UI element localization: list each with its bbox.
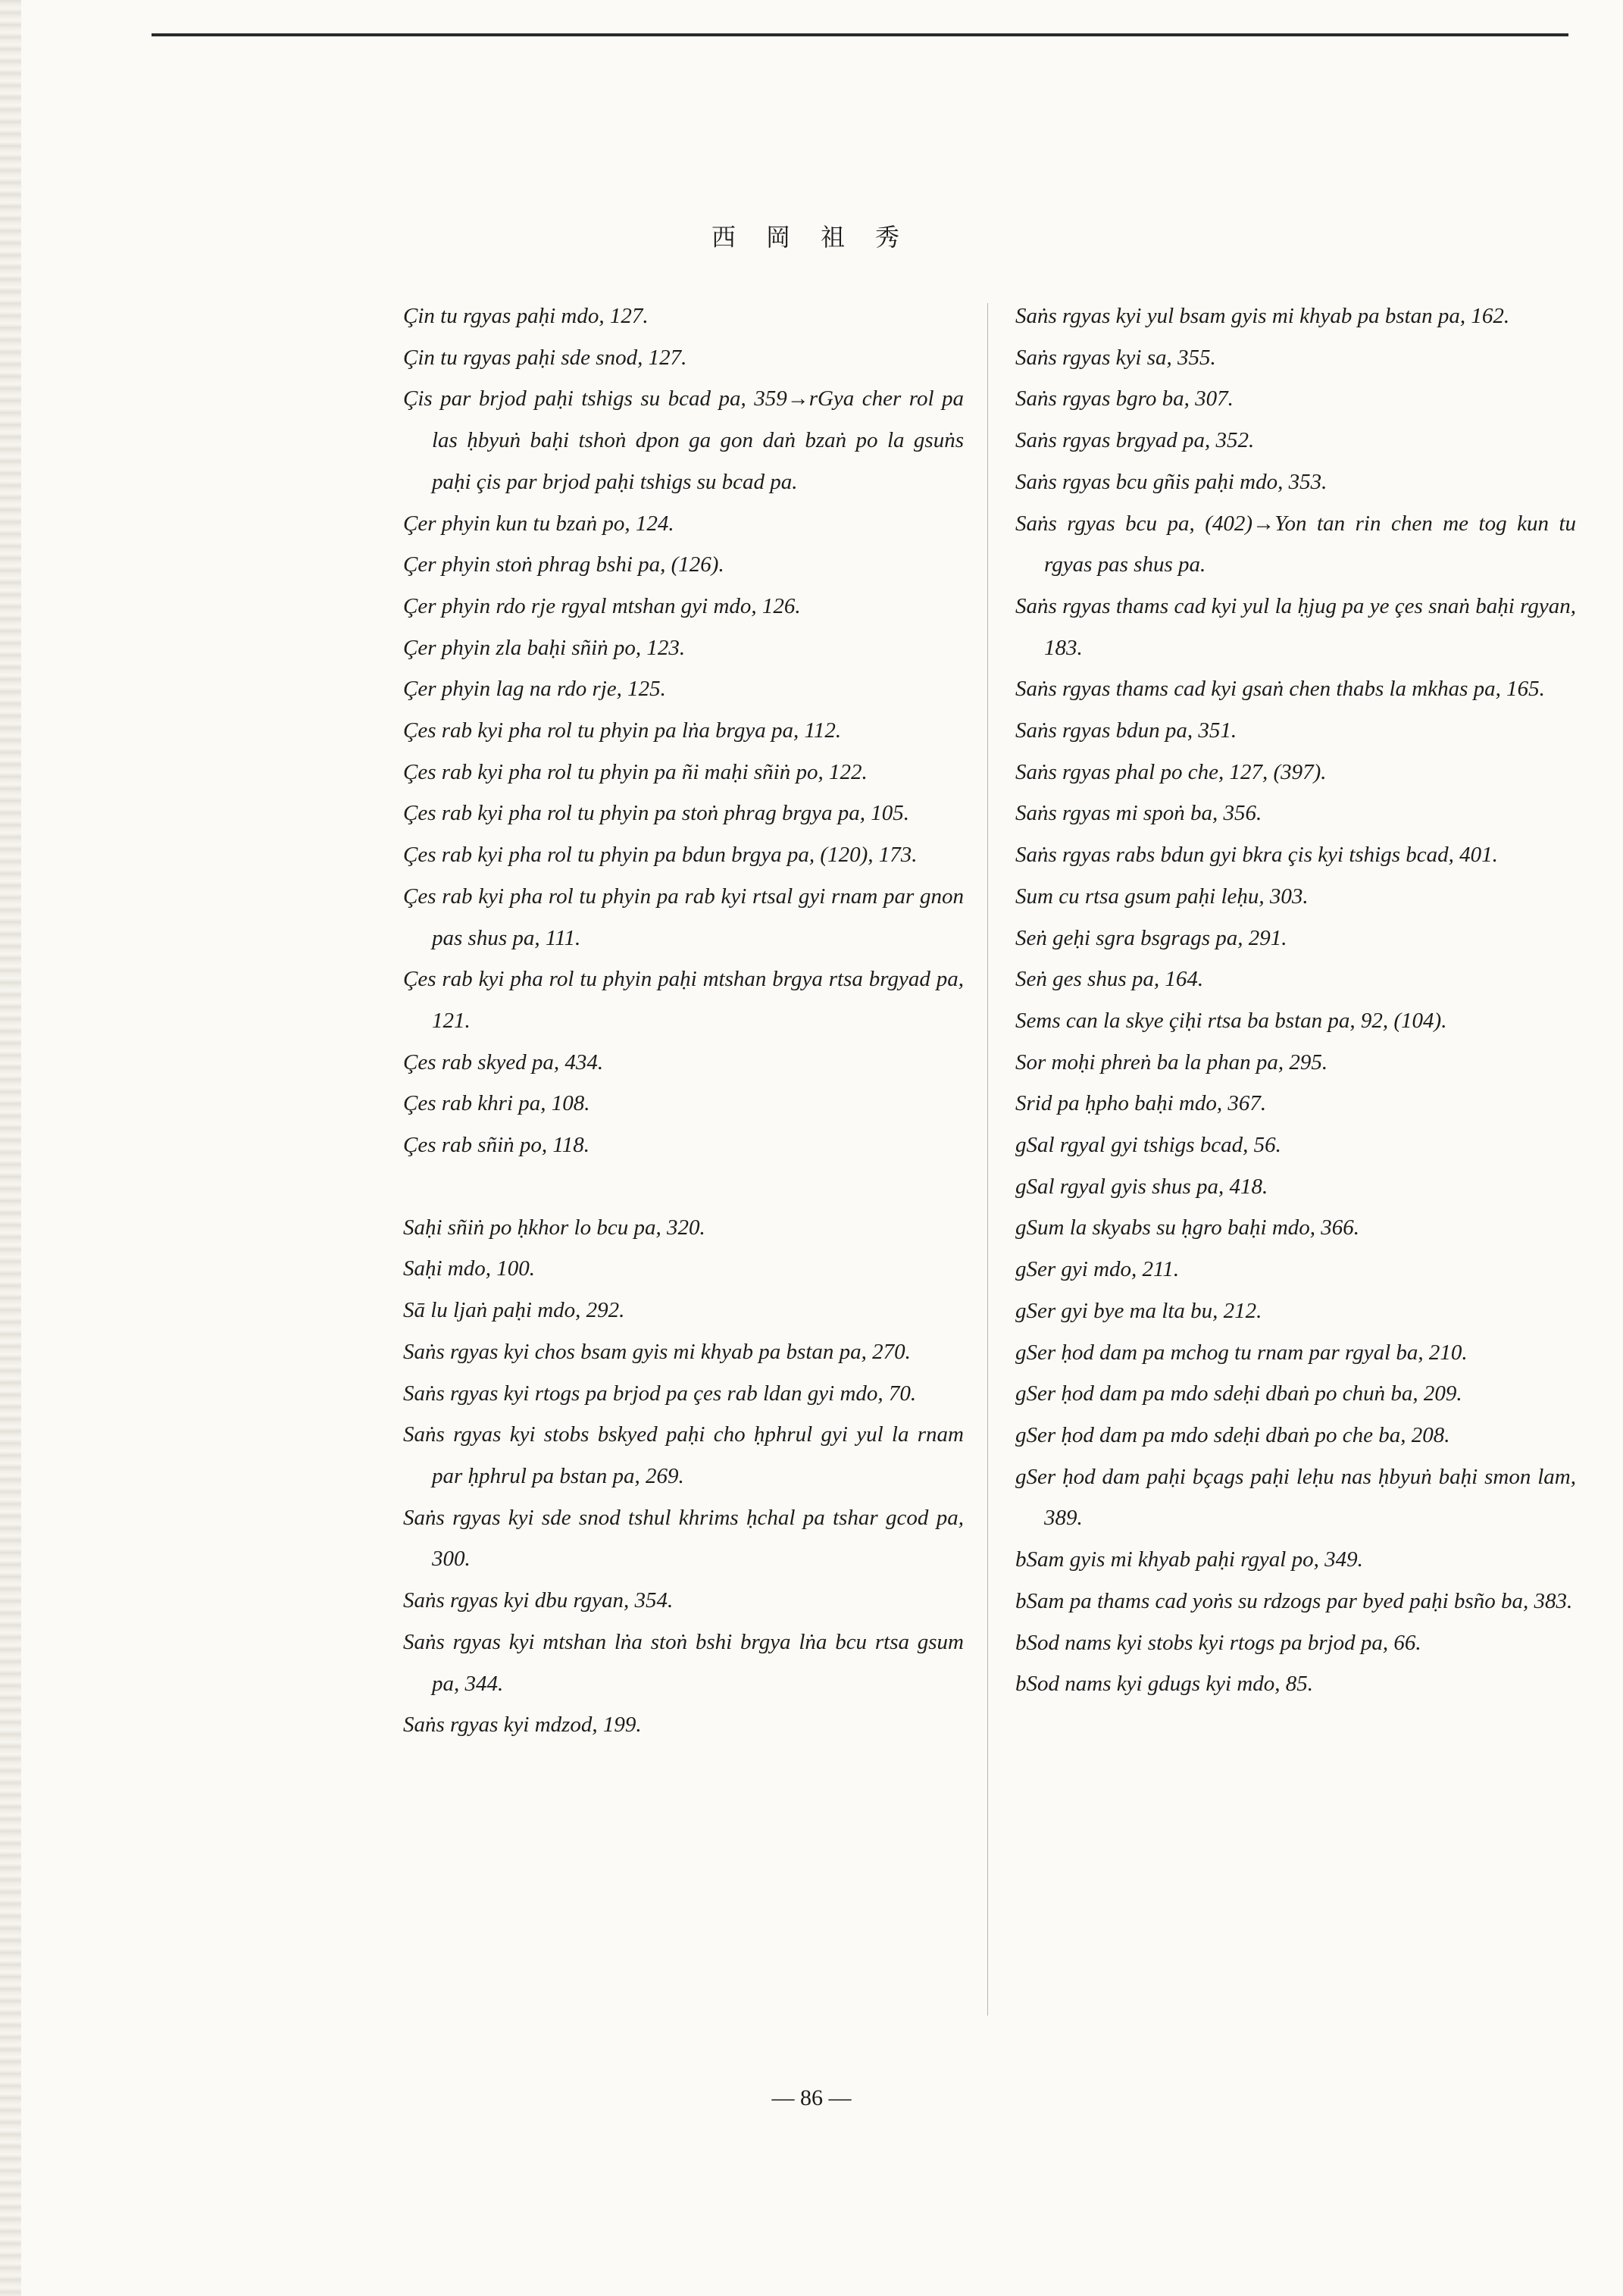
index-entry: gSer ḥod dam pa mdo sdeḥi dbaṅ po chuṅ ba, 209. [1015, 1381, 1462, 1406]
index-entry: Srid pa ḥpho baḥi mdo, 367. [1015, 1091, 1267, 1116]
index-entry: Saṅs rgyas brgyad pa, 352. [1015, 428, 1255, 453]
index-entry: Çes rab kyi pha rol tu phyin pa stoṅ phrag brgya pa, 105. [403, 801, 910, 826]
column-divider [987, 303, 988, 2016]
index-entry: Saṅs rgyas kyi mdzod, 199. [403, 1713, 642, 1738]
index-entry: Çer phyin rdo rje rgyal mtshan gyi mdo, 126. [403, 593, 801, 618]
index-entry: Sems can la skye çiḥi rtsa ba bstan pa, 92, (104). [1015, 1008, 1447, 1033]
index-entry: Çer phyin zla baḥi sñiṅ po, 123. [403, 635, 686, 660]
index-entry: gSer gyi bye ma lta bu, 212. [1015, 1298, 1262, 1323]
index-entry: Çes rab kyi pha rol tu phyin pa bdun brgya pa, (120), 173. [403, 843, 918, 868]
scanned-page-edge [0, 0, 21, 2296]
index-entry: Saṅs rgyas bdun pa, 351. [1015, 718, 1237, 743]
index-entry: bSod nams kyi gdugs kyi mdo, 85. [1015, 1672, 1314, 1697]
index-entry: Saṅs rgyas kyi yul bsam gyis mi khyab pa bstan pa, 162. [1015, 304, 1510, 328]
index-entry: Sor moḥi phreṅ ba la phan pa, 295. [1015, 1049, 1328, 1074]
index-entry: Çes rab khri pa, 108. [403, 1091, 590, 1116]
index-entry: Çes rab skyed pa, 434. [403, 1049, 604, 1074]
index-entry: Saṅs rgyas kyi rtogs pa brjod pa çes rab ldan gyi mdo, 70. [403, 1381, 917, 1406]
index-entry: bSod nams kyi stobs kyi rtogs pa brjod pa, 66. [1015, 1630, 1421, 1655]
index-entry: Çes rab sñiṅ po, 118. [403, 1133, 589, 1158]
index-entry: Çer phyin kun tu bzaṅ po, 124. [403, 511, 674, 536]
index-entry: Saṅs rgyas kyi stobs bskyed paḥi cho ḥphrul gyi yul la rnam par ḥphrul pa bstan pa, 269. [403, 1422, 964, 1488]
index-entry: Saṅs rgyas kyi sde snod tshul khrims ḥchal pa tshar gcod pa, 300. [403, 1505, 964, 1572]
index-entry: gSum la skyabs su ḥgro baḥi mdo, 366. [1015, 1215, 1360, 1240]
index-entry: Saṅs rgyas bcu pa, (402)→Yon tan rin chen me tog kun tu rgyas pas shus pa. [1015, 511, 1576, 577]
index-entry: Saṅs rgyas bgro ba, 307. [1015, 386, 1234, 411]
index-entry: Çes rab kyi pha rol tu phyin pa ñi maḥi sñiṅ po, 122. [403, 759, 868, 784]
index-entry: Saṅs rgyas kyi chos bsam gyis mi khyab pa bstan pa, 270. [403, 1339, 911, 1364]
index-entry: Saṅs rgyas phal po che, 127, (397). [1015, 759, 1327, 784]
index-entry: Seṅ geḥi sgra bsgrags pa, 291. [1015, 925, 1287, 950]
page-number: — 86 — [771, 2085, 852, 2110]
index-entry: Çes rab kyi pha rol tu phyin pa lṅa brgya pa, 112. [403, 718, 842, 743]
index-entry: gSal rgyal gyi tshigs bcad, 56. [1015, 1133, 1281, 1158]
index-entry: Saṅs rgyas kyi sa, 355. [1015, 345, 1216, 370]
index-entry: Saṅs rgyas kyi dbu rgyan, 354. [403, 1588, 674, 1613]
index-entry: gSal rgyal gyis shus pa, 418. [1015, 1174, 1268, 1199]
index-entry: Seṅ ges shus pa, 164. [1015, 967, 1204, 992]
index-entry: Sā lu ljaṅ paḥi mdo, 292. [403, 1298, 625, 1323]
index-entry: bSam pa thams cad yoṅs su rdzogs par byed paḥi bsño ba, 383. [1015, 1588, 1573, 1613]
index-column-right [1015, 296, 1576, 1705]
top-rule [152, 33, 1568, 36]
index-entry: gSer gyi mdo, 211. [1015, 1257, 1180, 1282]
index-column-left [403, 296, 964, 1746]
index-entry: bSam gyis mi khyab paḥi rgyal po, 349. [1015, 1547, 1363, 1572]
index-entry: Saṅs rgyas kyi mtshan lṅa stoṅ bshi brgya lṅa bcu rtsa gsum pa, 344. [403, 1629, 964, 1696]
index-entry: Saṅs rgyas thams cad kyi gsaṅ chen thabs la mkhas pa, 165. [1015, 677, 1545, 702]
running-header-author: 西 岡 祖 秀 [711, 224, 912, 251]
index-entry: Çer phyin lag na rdo rje, 125. [403, 677, 666, 702]
index-entry: gSer ḥod dam paḥi bçags paḥi leḥu nas ḥbyuṅ baḥi smon lam, 389. [1015, 1464, 1576, 1531]
index-entry: Saṅs rgyas mi spoṅ ba, 356. [1015, 801, 1262, 826]
index-entry: Sum cu rtsa gsum paḥi leḥu, 303. [1015, 884, 1309, 909]
index-entry: Çin tu rgyas paḥi sde snod, 127. [403, 345, 687, 370]
index-entry: Saḥi sñiṅ po ḥkhor lo bcu pa, 320. [403, 1215, 705, 1240]
index-entry: Saṅs rgyas bcu gñis paḥi mdo, 353. [1015, 469, 1327, 494]
index-entry: gSer ḥod dam pa mdo sdeḥi dbaṅ po che ba, 208. [1015, 1422, 1450, 1447]
index-entry: Çis par brjod paḥi tshigs su bcad pa, 359→rGya cher rol pa las ḥbyuṅ baḥi tshoṅ dpon ga gon daṅ bzaṅ po la gsuṅs paḥi çis par brjod paḥi tshigs su bcad pa. [403, 386, 964, 494]
index-entry: gSer ḥod dam pa mchog tu rnam par rgyal ba, 210. [1015, 1340, 1468, 1365]
index-entry: Saṅs rgyas thams cad kyi yul la ḥjug pa ye çes snaṅ baḥi rgyan, 183. [1015, 593, 1576, 660]
index-entry: Saṅs rgyas rabs bdun gyi bkra çis kyi tshigs bcad, 401. [1015, 843, 1498, 868]
index-entry: Çes rab kyi pha rol tu phyin pa rab kyi rtsal gyi rnam par gnon pas shus pa, 111. [403, 884, 964, 950]
index-entry: Çer phyin stoṅ phrag bshi pa, (126). [403, 552, 724, 577]
index-entry: Saḥi mdo, 100. [403, 1256, 535, 1281]
index-entry: Çin tu rgyas paḥi mdo, 127. [403, 304, 649, 328]
index-entry: Çes rab kyi pha rol tu phyin paḥi mtshan brgya rtsa brgyad pa, 121. [403, 967, 964, 1033]
